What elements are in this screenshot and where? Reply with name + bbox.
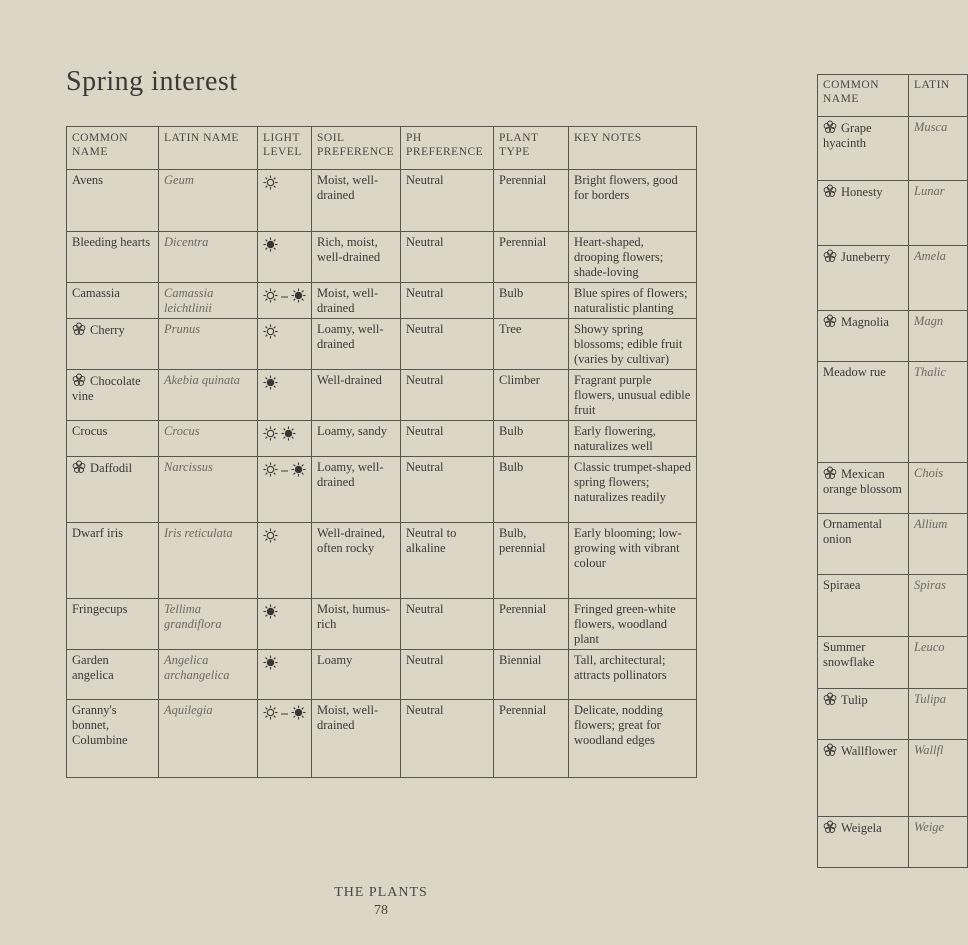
cell-plant-type xyxy=(494,421,569,457)
cell-latin-name-text: Prunus xyxy=(164,322,201,336)
cell-common-name xyxy=(67,599,159,650)
full-sun-icon xyxy=(263,528,278,543)
cell-latin-name-text: Thalic xyxy=(914,365,946,379)
continued-table xyxy=(817,74,968,868)
page-number: 78 xyxy=(374,903,388,918)
cell-plant-type-text: Perennial xyxy=(499,235,547,249)
cell-plant-type-text: Bulb xyxy=(499,424,524,438)
cell-key-notes-text: Fragrant purple flowers, unusual edible fruit xyxy=(574,373,691,417)
cell-plant-type-text: Bulb xyxy=(499,286,524,300)
cell-common-name-text: Tulip xyxy=(841,693,868,707)
flower-icon xyxy=(823,466,837,480)
cell-ph-preference xyxy=(401,319,494,370)
cell-latin-name xyxy=(909,637,968,689)
table-row xyxy=(67,457,697,523)
cell-ph-preference xyxy=(401,523,494,599)
cell-key-notes xyxy=(569,319,697,370)
cell-plant-type-text: Biennial xyxy=(499,653,542,667)
cell-soil-preference-text: Loamy, well-drained xyxy=(317,460,384,489)
cell-ph-preference xyxy=(401,170,494,232)
header-light-level: LIGHT LEVEL xyxy=(258,127,312,170)
partial-shade-icon xyxy=(263,655,278,670)
cell-soil-preference-text: Moist, well-drained xyxy=(317,286,379,315)
cell-key-notes-text: Showy spring blossoms; edible fruit (varies by cultivar) xyxy=(574,322,683,366)
cell-plant-type-text: Bulb xyxy=(499,460,524,474)
cell-latin-name xyxy=(159,421,258,457)
header-soil-preference: SOIL PREFERENCE xyxy=(312,127,401,170)
cell-common-name xyxy=(67,370,159,421)
cell-common-name xyxy=(818,181,909,246)
cell-light-level xyxy=(258,457,312,523)
table-row xyxy=(67,370,697,421)
cell-common-name-text: Fringecups xyxy=(72,602,128,616)
cell-latin-name xyxy=(909,689,968,740)
cell-ph-preference-text: Neutral xyxy=(406,653,444,667)
cell-key-notes xyxy=(569,523,697,599)
cell-soil-preference xyxy=(312,700,401,778)
table-row xyxy=(818,817,968,868)
cell-key-notes-text: Fringed green-white flowers, woodland plant xyxy=(574,602,676,646)
cell-plant-type xyxy=(494,170,569,232)
cell-common-name-text: Bleeding hearts xyxy=(72,235,151,249)
table-row xyxy=(818,514,968,575)
cell-plant-type-text: Tree xyxy=(499,322,522,336)
cell-ph-preference xyxy=(401,700,494,778)
table-row xyxy=(67,170,697,232)
table-row xyxy=(67,700,697,778)
cell-latin-name xyxy=(909,463,968,514)
page-title: Spring interest xyxy=(66,66,238,97)
cell-key-notes xyxy=(569,700,697,778)
cell-common-name-text: Spiraea xyxy=(823,578,861,592)
cell-ph-preference-text: Neutral xyxy=(406,173,444,187)
cell-ph-preference xyxy=(401,457,494,523)
partial-shade-icon xyxy=(263,604,278,619)
cell-common-name xyxy=(67,700,159,778)
table-row xyxy=(67,319,697,370)
header-latin-name: LATIN NAME xyxy=(159,127,258,170)
cell-ph-preference xyxy=(401,421,494,457)
cell-common-name-text: Meadow rue xyxy=(823,365,886,379)
table-row xyxy=(818,311,968,362)
cell-key-notes-text: Early blooming; low-growing with vibrant colour xyxy=(574,526,682,570)
flower-icon xyxy=(823,184,837,198)
cell-common-name-text: Grape hyacinth xyxy=(823,121,872,150)
cell-common-name-text: Honesty xyxy=(841,185,883,199)
cell-ph-preference-text: Neutral xyxy=(406,322,444,336)
cell-common-name xyxy=(818,362,909,463)
flower-icon xyxy=(72,460,86,474)
cell-latin-name-text: Wallfl xyxy=(914,743,944,757)
cell-common-name-text: Magnolia xyxy=(841,315,889,329)
cell-soil-preference xyxy=(312,421,401,457)
full-sun-icon xyxy=(263,288,278,303)
cell-latin-name xyxy=(159,319,258,370)
range-dash xyxy=(281,288,288,303)
cell-ph-preference xyxy=(401,370,494,421)
cell-soil-preference xyxy=(312,650,401,700)
cell-latin-name xyxy=(909,514,968,575)
cell-latin-name xyxy=(909,117,968,181)
cell-soil-preference-text: Rich, moist, well-drained xyxy=(317,235,381,264)
cell-common-name-text: Ornamental onion xyxy=(823,517,883,546)
cell-ph-preference-text: Neutral to alkaline xyxy=(406,526,457,555)
cell-plant-type-text: Perennial xyxy=(499,602,547,616)
cell-soil-preference-text: Loamy xyxy=(317,653,353,667)
cell-plant-type xyxy=(494,457,569,523)
partial-shade-icon xyxy=(291,462,306,477)
table-header-row xyxy=(818,75,968,117)
cell-latin-name xyxy=(909,246,968,311)
cell-latin-name xyxy=(159,700,258,778)
cell-ph-preference-text: Neutral xyxy=(406,424,444,438)
cell-latin-name-text: Dicentra xyxy=(164,235,209,249)
cell-soil-preference xyxy=(312,457,401,523)
partial-shade-icon xyxy=(291,288,306,303)
table-row xyxy=(67,283,697,319)
header-ph-preference: PH PREFERENCE xyxy=(401,127,494,170)
cell-plant-type xyxy=(494,599,569,650)
table-row xyxy=(818,117,968,181)
cell-ph-preference-text: Neutral xyxy=(406,703,444,717)
cell-latin-name-text: Geum xyxy=(164,173,194,187)
table-row xyxy=(67,599,697,650)
flower-icon xyxy=(823,120,837,134)
cell-latin-name-text: Iris reticulata xyxy=(164,526,233,540)
partial-shade-icon xyxy=(263,375,278,390)
cell-ph-preference-text: Neutral xyxy=(406,373,444,387)
cell-common-name-text: Mexican orange blossom xyxy=(823,467,902,496)
cell-ph-preference xyxy=(401,283,494,319)
cell-ph-preference-text: Neutral xyxy=(406,235,444,249)
cell-ph-preference xyxy=(401,599,494,650)
cell-latin-name xyxy=(909,817,968,868)
cell-latin-name xyxy=(159,232,258,283)
cell-latin-name-text: Spiras xyxy=(914,578,946,592)
cell-soil-preference-text: Loamy, sandy xyxy=(317,424,388,438)
cell-latin-name xyxy=(159,170,258,232)
cell-plant-type xyxy=(494,650,569,700)
footer-section-title: THE PLANTS xyxy=(334,885,428,900)
cell-plant-type xyxy=(494,283,569,319)
cell-key-notes xyxy=(569,370,697,421)
cell-common-name-text: Crocus xyxy=(72,424,108,438)
cell-latin-name xyxy=(909,575,968,637)
cell-plant-type xyxy=(494,232,569,283)
cell-key-notes xyxy=(569,421,697,457)
cell-soil-preference-text: Moist, well-drained xyxy=(317,173,379,202)
cell-latin-name-text: Tulipa xyxy=(914,692,946,706)
cell-plant-type-text: Climber xyxy=(499,373,540,387)
cell-common-name xyxy=(67,319,159,370)
cell-key-notes xyxy=(569,457,697,523)
cell-common-name xyxy=(818,311,909,362)
cell-common-name xyxy=(67,523,159,599)
cell-key-notes-text: Heart-shaped, drooping flowers; shade-loving xyxy=(574,235,664,279)
header-plant-type: PLANT TYPE xyxy=(494,127,569,170)
cell-common-name-text: Avens xyxy=(72,173,104,187)
table-row xyxy=(818,689,968,740)
cell-ph-preference xyxy=(401,232,494,283)
cell-plant-type xyxy=(494,370,569,421)
header-latin-name: LATIN xyxy=(909,75,968,117)
table-row xyxy=(818,362,968,463)
cell-latin-name xyxy=(159,523,258,599)
cell-common-name xyxy=(67,170,159,232)
flower-icon xyxy=(72,373,86,387)
cell-plant-type xyxy=(494,700,569,778)
cell-soil-preference xyxy=(312,523,401,599)
cell-soil-preference xyxy=(312,170,401,232)
header-key-notes: KEY NOTES xyxy=(569,127,697,170)
cell-soil-preference-text: Loamy, well-drained xyxy=(317,322,384,351)
cell-common-name xyxy=(67,457,159,523)
cell-common-name xyxy=(67,421,159,457)
cell-common-name-text: Granny's bonnet, Columbine xyxy=(72,703,128,747)
cell-latin-name-text: Allium xyxy=(914,517,948,531)
flower-icon xyxy=(823,314,837,328)
cell-latin-name xyxy=(909,740,968,817)
table-row xyxy=(818,246,968,311)
partial-shade-icon xyxy=(291,705,306,720)
full-sun-icon xyxy=(263,324,278,339)
cell-soil-preference-text: Moist, well-drained xyxy=(317,703,379,732)
cell-latin-name-text: Akebia quinata xyxy=(164,373,241,387)
cell-common-name xyxy=(818,575,909,637)
cell-plant-type-text: Bulb, perennial xyxy=(499,526,546,555)
table-header-row xyxy=(67,127,697,170)
cell-common-name xyxy=(818,689,909,740)
cell-plant-type-text: Perennial xyxy=(499,703,547,717)
table-row xyxy=(818,463,968,514)
cell-soil-preference-text: Moist, humus-rich xyxy=(317,602,390,631)
spring-interest-table xyxy=(66,126,697,778)
table-row xyxy=(67,523,697,599)
cell-latin-name-text: Angelica archangelica xyxy=(164,653,230,682)
cell-common-name xyxy=(67,650,159,700)
flower-icon xyxy=(823,249,837,263)
cell-common-name xyxy=(818,246,909,311)
cell-key-notes-text: Tall, architectural; attracts pollinators xyxy=(574,653,667,682)
cell-key-notes-text: Delicate, nodding flowers; great for woodland edges xyxy=(574,703,663,747)
full-sun-icon xyxy=(263,462,278,477)
cell-ph-preference-text: Neutral xyxy=(406,286,444,300)
cell-latin-name-text: Weige xyxy=(914,820,945,834)
range-dash xyxy=(281,462,288,477)
range-dash xyxy=(281,705,288,720)
cell-light-level xyxy=(258,283,312,319)
cell-common-name-text: Dwarf iris xyxy=(72,526,124,540)
cell-key-notes xyxy=(569,599,697,650)
cell-common-name-text: Cherry xyxy=(90,323,125,337)
table-row xyxy=(818,181,968,246)
cell-latin-name xyxy=(159,650,258,700)
cell-common-name xyxy=(818,817,909,868)
cell-ph-preference-text: Neutral xyxy=(406,602,444,616)
cell-light-level xyxy=(258,650,312,700)
cell-common-name xyxy=(818,117,909,181)
cell-key-notes-text: Blue spires of flowers; naturalistic planting xyxy=(574,286,688,315)
cell-common-name-text: Garden angelica xyxy=(72,653,114,682)
cell-latin-name-text: Musca xyxy=(914,120,948,134)
cell-common-name-text: Weigela xyxy=(841,821,882,835)
cell-common-name-text: Wallflower xyxy=(841,744,897,758)
cell-light-level xyxy=(258,370,312,421)
header-common-name: COMMON NAME xyxy=(67,127,159,170)
cell-key-notes xyxy=(569,283,697,319)
cell-ph-preference xyxy=(401,650,494,700)
table-row xyxy=(67,650,697,700)
cell-key-notes-text: Early flowering, naturalizes well xyxy=(574,424,656,453)
partial-shade-icon xyxy=(281,426,296,441)
table-row xyxy=(67,232,697,283)
cell-plant-type-text: Perennial xyxy=(499,173,547,187)
flower-icon xyxy=(823,743,837,757)
cell-plant-type xyxy=(494,523,569,599)
cell-latin-name-text: Tellima grandiflora xyxy=(164,602,222,631)
cell-common-name xyxy=(67,232,159,283)
cell-latin-name-text: Camassia leichtlinii xyxy=(164,286,214,315)
cell-common-name-text: Chocolate vine xyxy=(72,374,141,403)
cell-common-name-text: Camassia xyxy=(72,286,120,300)
cell-soil-preference xyxy=(312,319,401,370)
cell-common-name xyxy=(818,637,909,689)
cell-common-name-text: Summer snowflake xyxy=(823,640,875,669)
cell-ph-preference-text: Neutral xyxy=(406,460,444,474)
flower-icon xyxy=(72,322,86,336)
table-row xyxy=(67,421,697,457)
cell-soil-preference xyxy=(312,283,401,319)
cell-soil-preference xyxy=(312,232,401,283)
cell-light-level xyxy=(258,170,312,232)
cell-latin-name-text: Amela xyxy=(914,249,946,263)
cell-latin-name xyxy=(159,457,258,523)
full-sun-icon xyxy=(263,175,278,190)
cell-latin-name-text: Narcissus xyxy=(164,460,213,474)
flower-icon xyxy=(823,692,837,706)
cell-latin-name-text: Magn xyxy=(914,314,944,328)
cell-latin-name-text: Crocus xyxy=(164,424,200,438)
cell-key-notes-text: Classic trumpet-shaped spring flowers; naturalizes readily xyxy=(574,460,691,504)
cell-latin-name xyxy=(909,181,968,246)
cell-light-level xyxy=(258,232,312,283)
cell-soil-preference-text: Well-drained xyxy=(317,373,382,387)
cell-latin-name xyxy=(159,599,258,650)
cell-key-notes-text: Bright flowers, good for borders xyxy=(574,173,678,202)
cell-soil-preference xyxy=(312,599,401,650)
flower-icon xyxy=(823,820,837,834)
cell-light-level xyxy=(258,523,312,599)
full-sun-icon xyxy=(263,426,278,441)
cell-common-name xyxy=(818,514,909,575)
cell-light-level xyxy=(258,319,312,370)
cell-common-name-text: Juneberry xyxy=(841,250,891,264)
cell-common-name-text: Daffodil xyxy=(90,461,133,475)
cell-latin-name-text: Aquilegia xyxy=(164,703,213,717)
cell-light-level xyxy=(258,700,312,778)
table-row xyxy=(818,575,968,637)
table-row xyxy=(818,740,968,817)
cell-light-level xyxy=(258,421,312,457)
table-row xyxy=(818,637,968,689)
cell-latin-name-text: Chois xyxy=(914,466,944,480)
cell-latin-name xyxy=(159,370,258,421)
cell-soil-preference xyxy=(312,370,401,421)
cell-latin-name xyxy=(909,311,968,362)
cell-key-notes xyxy=(569,650,697,700)
cell-latin-name xyxy=(159,283,258,319)
full-sun-icon xyxy=(263,705,278,720)
cell-key-notes xyxy=(569,232,697,283)
cell-common-name xyxy=(818,740,909,817)
cell-common-name xyxy=(818,463,909,514)
cell-latin-name xyxy=(909,362,968,463)
cell-soil-preference-text: Well-drained, often rocky xyxy=(317,526,386,555)
header-common-name: COMMON NAME xyxy=(818,75,909,117)
cell-latin-name-text: Leuco xyxy=(914,640,945,654)
cell-common-name xyxy=(67,283,159,319)
cell-latin-name-text: Lunar xyxy=(914,184,945,198)
cell-plant-type xyxy=(494,319,569,370)
partial-shade-icon xyxy=(263,237,278,252)
cell-light-level xyxy=(258,599,312,650)
cell-key-notes xyxy=(569,170,697,232)
